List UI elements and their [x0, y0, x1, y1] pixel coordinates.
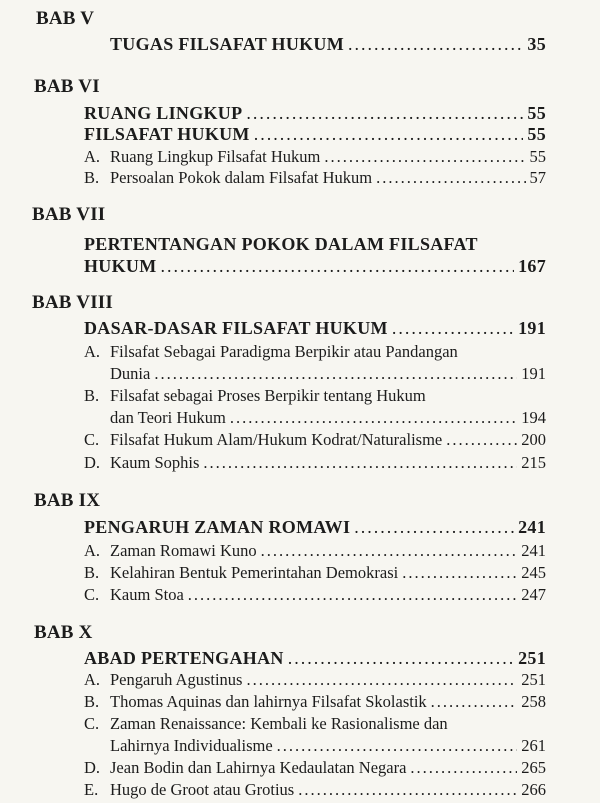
leader-dots: [288, 648, 514, 668]
item-letter: C.: [84, 714, 100, 733]
entry-text: Jean Bodin dan Lahirnya Kedaulatan Negara: [110, 758, 407, 777]
chapter-label-bab-vii: BAB VII: [32, 204, 106, 225]
leader-dots: [348, 34, 523, 54]
toc-entry-bab-ix-a: [84, 541, 546, 561]
entry-text: Hugo de Groot atau Grotius: [110, 780, 295, 799]
toc-entry-bab-ix-b: [84, 563, 546, 583]
leader-dots: [410, 758, 517, 778]
leader-dots: [277, 736, 518, 756]
leader-dots: [376, 168, 525, 188]
entry-text: Dunia: [110, 364, 151, 383]
item-letter: A.: [84, 147, 101, 166]
toc-entry-bab-viii-title: [84, 318, 546, 338]
chapter-label-bab-x: BAB X: [34, 622, 93, 643]
toc-entry-bab-vi-title-1: [84, 103, 546, 123]
leader-dots: [246, 670, 517, 690]
entry-text: Lahirnya Individualisme: [110, 736, 273, 755]
toc-entry-bab-x-d: [84, 758, 546, 778]
leader-dots: [161, 256, 515, 276]
chapter-label-bab-v: BAB V: [36, 8, 95, 29]
entry-title: RUANG LINGKUP: [84, 103, 243, 123]
entry-text: Zaman Romawi Kuno: [110, 541, 257, 560]
entry-title: PENGARUH ZAMAN ROMAWI: [84, 517, 351, 537]
toc-entry-bab-x-title: [84, 648, 546, 668]
page-number: 247: [521, 585, 546, 604]
item-letter: D.: [84, 758, 101, 777]
item-letter: E.: [84, 780, 99, 799]
page-number: 191: [518, 318, 546, 338]
toc-entry-bab-viii-a-line1: [84, 342, 458, 362]
page-number: 265: [521, 758, 546, 777]
page-number: 35: [527, 34, 546, 54]
leader-dots: [261, 541, 518, 561]
chapter-label-bab-vi: BAB VI: [34, 76, 100, 97]
item-letter: B.: [84, 386, 100, 405]
toc-entry-bab-viii-a-line2: [110, 364, 546, 384]
entry-text: Thomas Aquinas dan lahirnya Filsafat Skolastik: [110, 692, 427, 711]
leader-dots: [298, 780, 517, 800]
page-number: 258: [521, 692, 546, 711]
toc-entry-bab-vii-title-2: [84, 256, 546, 276]
page-number: 241: [518, 517, 546, 537]
item-letter: B.: [84, 168, 100, 187]
entry-text: Kelahiran Bentuk Pemerintahan Demokrasi: [110, 563, 399, 582]
page-number: 215: [521, 453, 546, 472]
entry-title: HUKUM: [84, 256, 157, 276]
entry-text: dan Teori Hukum: [110, 408, 226, 427]
page-number: 200: [521, 430, 546, 449]
entry-text: Persoalan Pokok dalam Filsafat Hukum: [110, 168, 373, 187]
toc-entry-bab-viii-d: [84, 453, 546, 473]
entry-text: Filsafat sebagai Proses Berpikir tentang Hukum: [110, 386, 426, 405]
leader-dots: [431, 692, 518, 712]
item-letter: A.: [84, 541, 101, 560]
entry-title: FILSAFAT HUKUM: [84, 124, 250, 144]
entry-text: Kaum Stoa: [110, 585, 184, 604]
toc-entry-bab-x-e: [84, 780, 546, 800]
toc-entry-bab-ix-c: [84, 585, 546, 605]
toc-entry-bab-viii-b-line1: [84, 386, 426, 406]
page-number: 245: [521, 563, 546, 582]
toc-entry-bab-vi-a: [84, 147, 546, 167]
item-letter: D.: [84, 453, 101, 472]
page-number: 57: [529, 168, 546, 187]
entry-text: Pengaruh Agustinus: [110, 670, 243, 689]
leader-dots: [354, 517, 514, 537]
entry-title: TUGAS FILSAFAT HUKUM: [110, 34, 345, 54]
page-number: 251: [521, 670, 546, 689]
page-number: 194: [521, 408, 546, 427]
page-number: 55: [527, 124, 546, 144]
page-number: 55: [529, 147, 546, 166]
toc-entry-bab-vii-title-1: PERTENTANGAN POKOK DALAM FILSAFAT: [84, 234, 478, 254]
toc-entry-bab-v-title: [110, 34, 546, 54]
toc-entry-bab-vi-title-2: [84, 124, 546, 144]
toc-entry-bab-vi-b: [84, 168, 546, 188]
page-number: 241: [521, 541, 546, 560]
entry-text: Zaman Renaissance: Kembali ke Rasionalisme dan: [110, 714, 448, 733]
leader-dots: [188, 585, 517, 605]
toc-entry-bab-x-c-line2: [110, 736, 546, 756]
item-letter: A.: [84, 670, 101, 689]
entry-text: Filsafat Sebagai Paradigma Berpikir atau Pandangan: [110, 342, 458, 361]
leader-dots: [446, 430, 517, 450]
toc-entry-bab-x-a: [84, 670, 546, 690]
leader-dots: [154, 364, 517, 384]
toc-entry-bab-viii-b-line2: [110, 408, 546, 428]
chapter-label-bab-ix: BAB IX: [34, 490, 101, 511]
entry-text: Ruang Lingkup Filsafat Hukum: [110, 147, 321, 166]
entry-title: DASAR-DASAR FILSAFAT HUKUM: [84, 318, 388, 338]
page-number: 167: [518, 256, 546, 276]
entry-text: Filsafat Hukum Alam/Hukum Kodrat/Naturalisme: [110, 430, 443, 449]
leader-dots: [402, 563, 517, 583]
toc-entry-bab-x-c-line1: [84, 714, 448, 734]
entry-text: Kaum Sophis: [110, 453, 200, 472]
page-number: 55: [527, 103, 546, 123]
entry-title: ABAD PERTENGAHAN: [84, 648, 284, 668]
toc-entry-bab-ix-title: [84, 517, 546, 537]
item-letter: C.: [84, 585, 100, 604]
leader-dots: [392, 318, 514, 338]
toc-entry-bab-x-b: [84, 692, 546, 712]
page-number: 261: [521, 736, 546, 755]
page-number: 266: [521, 780, 546, 799]
chapter-label-bab-viii: BAB VIII: [32, 292, 113, 313]
item-letter: B.: [84, 563, 100, 582]
leader-dots: [324, 147, 525, 167]
leader-dots: [203, 453, 517, 473]
page-number: 191: [521, 364, 546, 383]
toc-entry-bab-viii-c: [84, 430, 546, 450]
leader-dots: [230, 408, 517, 428]
leader-dots: [246, 103, 523, 123]
item-letter: A.: [84, 342, 101, 361]
item-letter: C.: [84, 430, 100, 449]
leader-dots: [254, 124, 524, 144]
page-number: 251: [518, 648, 546, 668]
item-letter: B.: [84, 692, 100, 711]
